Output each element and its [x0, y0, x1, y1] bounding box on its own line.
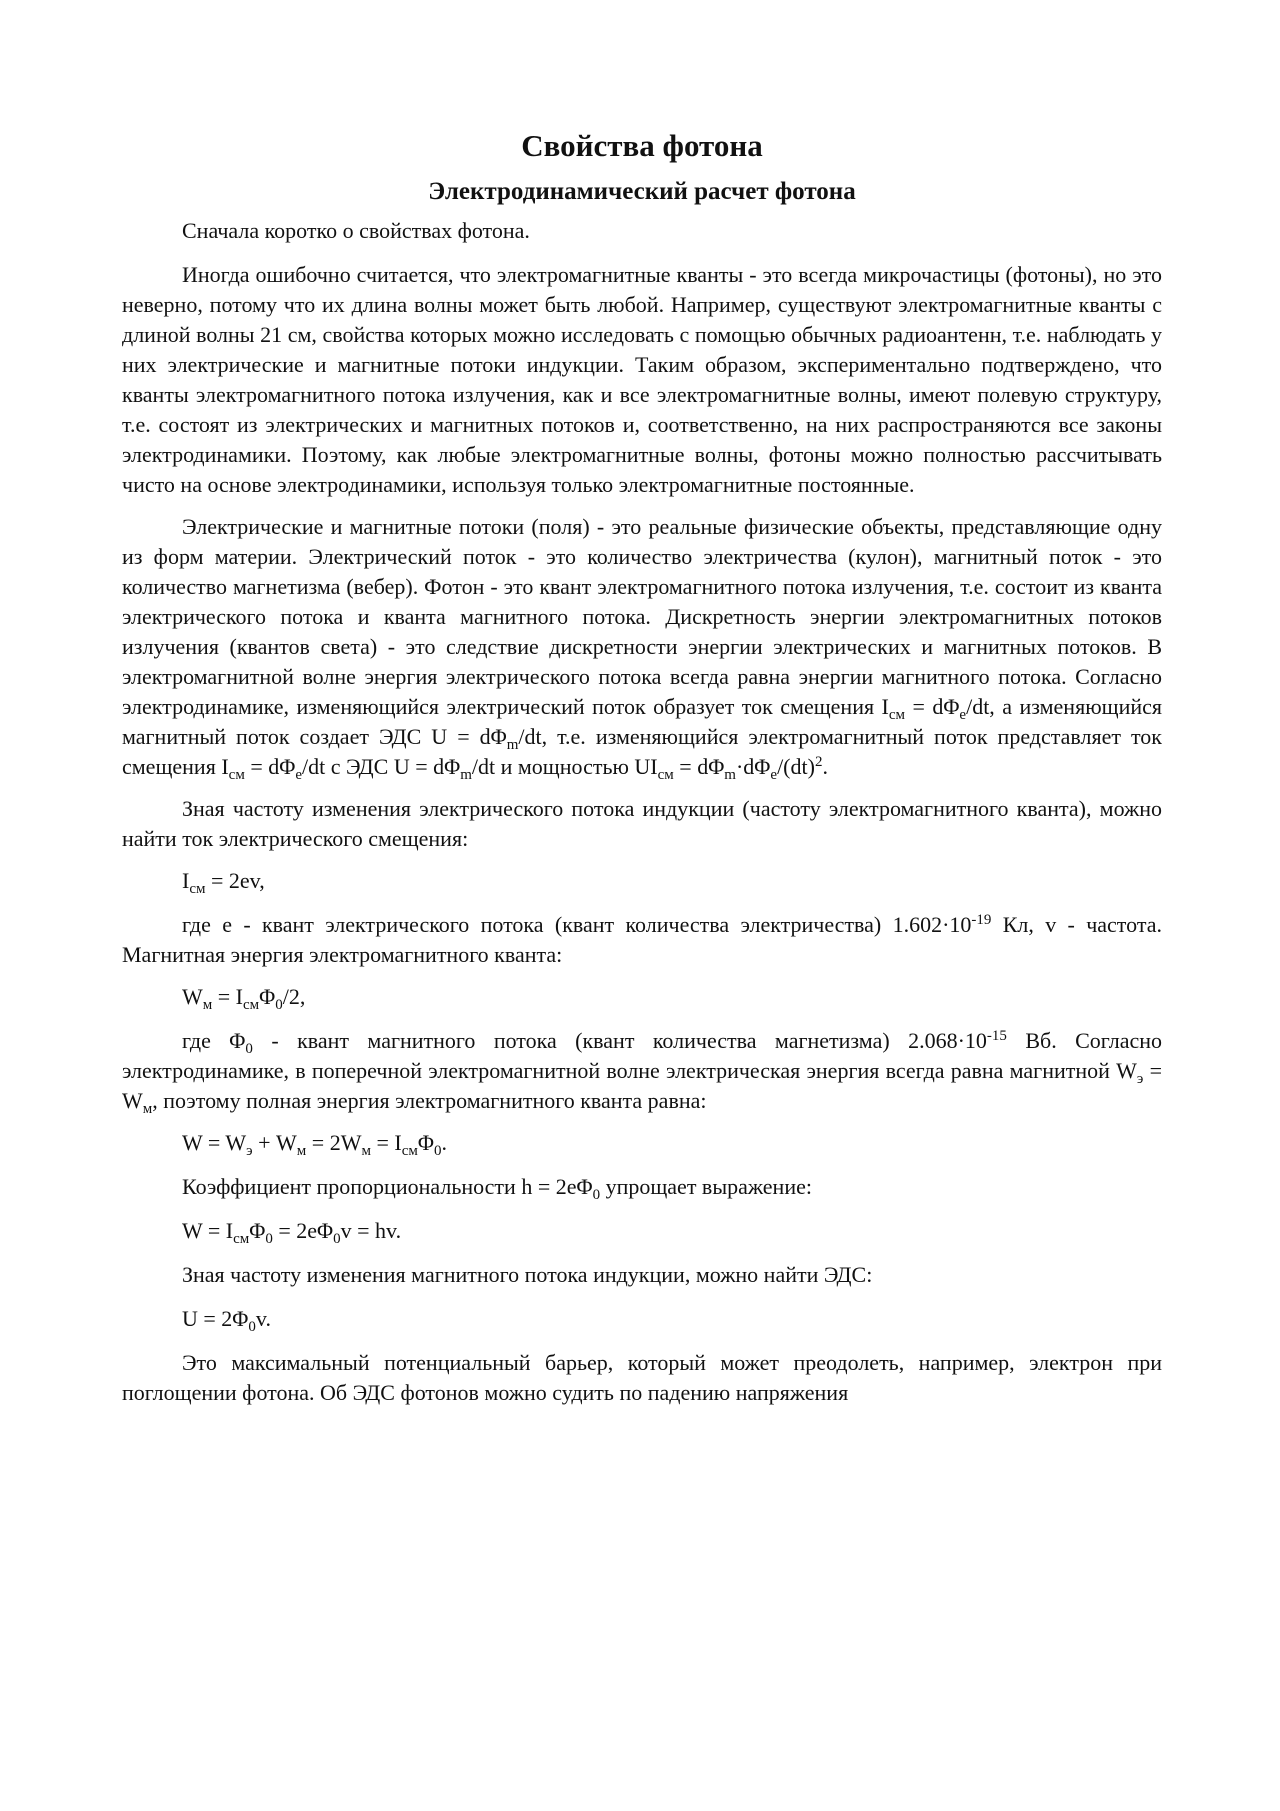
document-title: Свойства фотона — [521, 128, 763, 163]
paragraph-charge-quantum: где e - квант электрического потока (квант количества электричества) $1.602\cdot 10^{-19}$ Кл, v - частота. Магнитная энергия электромагнитного кванта: — [122, 912, 1162, 967]
paragraph-quanta: Иногда ошибочно считается, что электромагнитные кванты - это всегда микрочастицы (фотоны), но это неверно, потому что их длина волны может быть любой. Например, существуют электромагнитные кванты с длиной волны 21 см, свойства которых можно исследовать с помощью обычных радиоантенн, т.е. наблюдать у них электрические и магнитные потоки индукции. Таким образом, экспериментально подтверждено, что кванты электромагнитного потока излучения, как и все электромагнитные волны, имеют полевую структуру, т.е. состоят из электрических и магнитных потоков и, соответственно, на них распространяются все законы электродинамики. Поэтому, как любые электромагнитные волны, фотоны можно полностью рассчитывать чисто на основе электродинамики, используя только электромагнитные постоянные. — [122, 262, 1162, 497]
formula-total-energy: $W = W_э + W_м = 2W_м = I_{см}\Phi_0$. — [182, 1130, 447, 1159]
formula-emf: $U = 2\Phi_0v$. — [182, 1306, 271, 1335]
formula-current: $I_{см} = 2ev$, — [182, 868, 265, 897]
paragraph-flux-quantum: где $\Phi_0$ - квант магнитного потока (квант количества магнетизма) $2.068\cdot 10^{-15}$ Вб. Согласно электродинамике, в поперечной электромагнитной волне электрическая энергия всегда равна магнитной $W_э = W_м$, поэтому полная энергия электромагнитного кванта равна: — [122, 1028, 1162, 1117]
document-page — [122, 118, 1162, 1420]
paragraph-emf: Зная частоту изменения магнитного потока индукции, можно найти ЭДС: — [182, 1262, 873, 1287]
paragraph-barrier: Это максимальный потенциальный барьер, который может преодолеть, например, электрон при поглощении фотона. Об ЭДС фотонов можно судить по падению напряжения — [122, 1350, 1162, 1405]
paragraph-coefficient: Коэффициент пропорциональности $h = 2e\Phi_0$ упрощает выражение: — [182, 1174, 812, 1203]
paragraph-frequency: Зная частоту изменения электрического потока индукции (частоту электромагнитного кванта), можно найти ток электрического смещения: — [122, 796, 1162, 851]
formula-photon-energy: $W = I_{см}\Phi_0 = 2e\Phi_0v$ = hv. — [182, 1218, 402, 1247]
paragraph-flux: Электрические и магнитные потоки (поля) - это реальные физические объекты, представляющие одну из форм материи. Электрический поток - это количество электричества (кулон), магнитный поток - это количество магнетизма (вебер). Фотон - это квант электромагнитного потока излучения, т.е. состоит из кванта электрического потока и кванта магнитного потока. Дискретность энергии электромагнитных потоков излучения (квантов света) - это следствие дискретности энергии электрических и магнитных потоков. В электромагнитной волне энергия электрического потока всегда равна энергии магнитного потока. Согласно электродинамике, изменяющийся электрический поток образует ток смещения $I_{см} = d\Phi_e/dt$, а изменяющийся магнитный поток создает ЭДС $U = d\Phi_m/dt$, т.е. изменяющийся электромагнитный поток представляет ток смещения $I_{см} = d\Phi_e/dt$ с ЭДС $U = d\Phi_m/dt$ и мощностью $UI_{см} = d\Phi_m\cdot d\Phi_e/(dt)^2$. — [122, 514, 1162, 783]
formula-magnetic-energy: $W_м = I_{см}\Phi_0/2$, — [182, 984, 306, 1013]
paragraph-intro: Сначала коротко о свойствах фотона. — [182, 218, 530, 243]
document-subtitle: Электродинамический расчет фотона — [428, 178, 856, 205]
